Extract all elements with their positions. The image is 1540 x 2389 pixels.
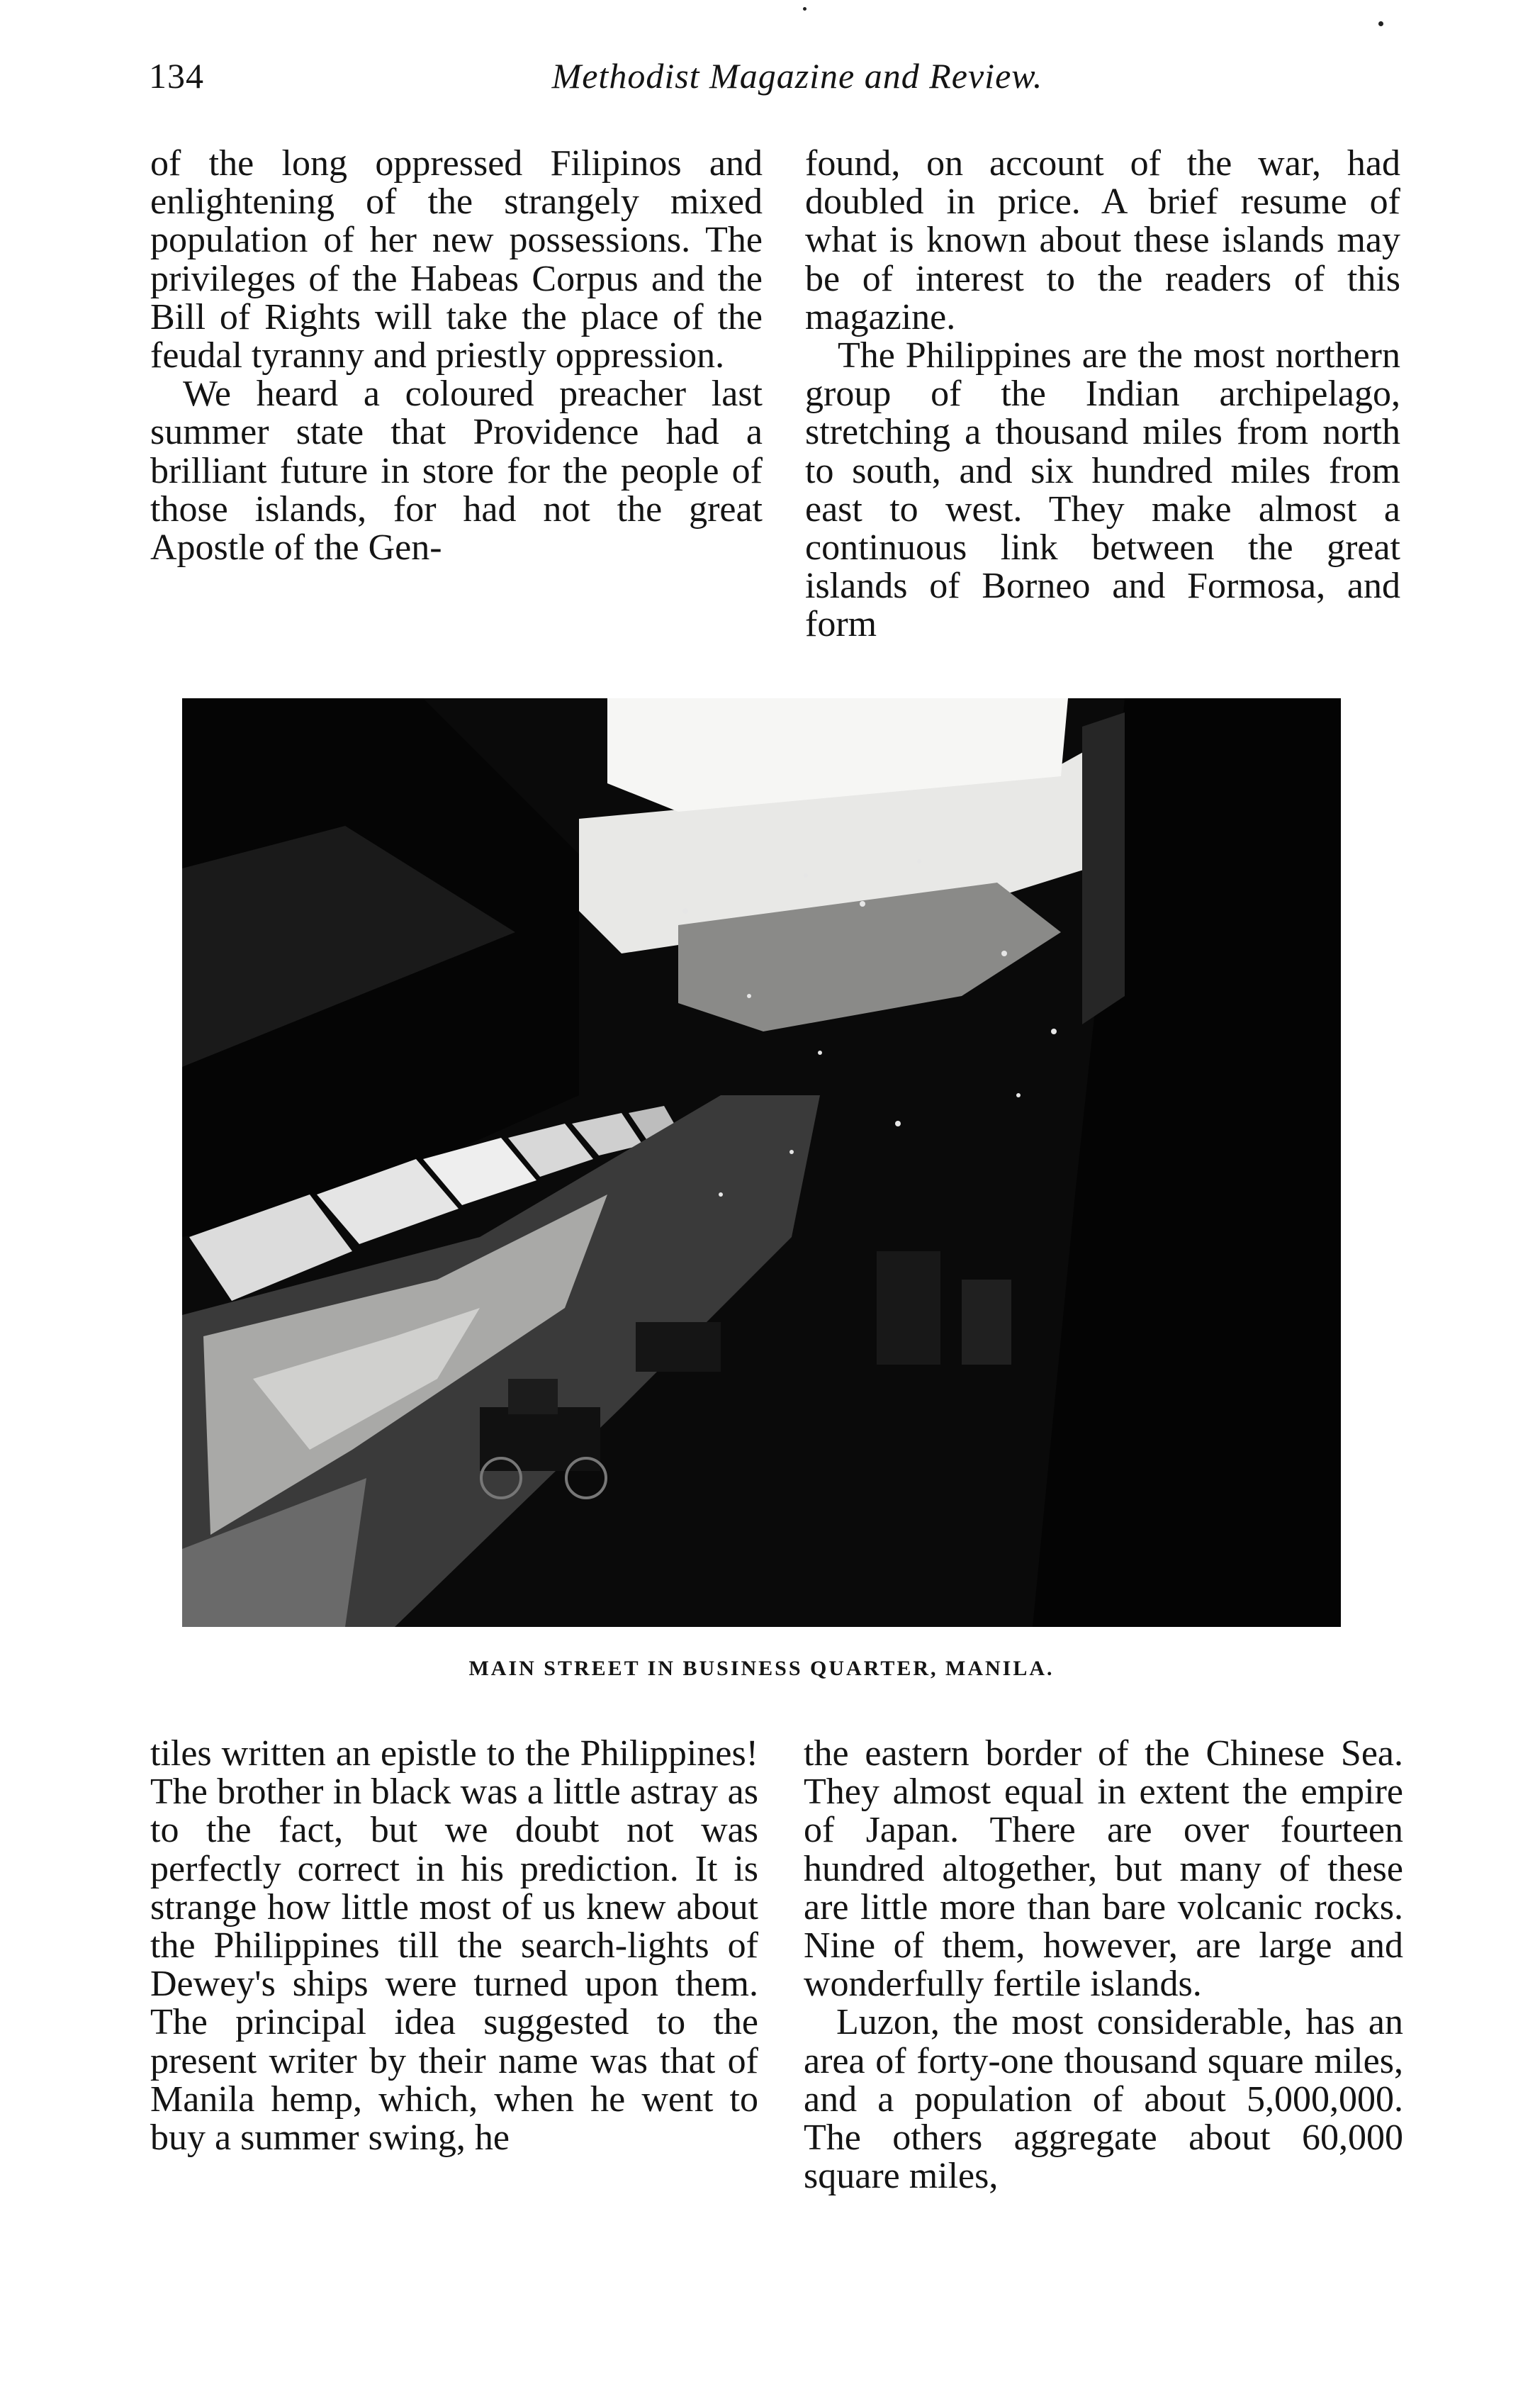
- running-title: Methodist Magazine and Review.: [551, 56, 1043, 96]
- paragraph: of the long oppressed Filipinos and enlightening of the strangely mixed population of her new possessions. The privileges of the Habeas Corpus and the Bill of Rights will take the place of the feudal tyranny and priestly oppression.: [150, 143, 763, 376]
- paragraph: The Philippines are the most northern group of the Indian archipelago, stretching a thousand miles from north to south, and six hundred miles from east to west. They make almost a continuous link between the great islands of Borneo and Formosa, and form: [805, 335, 1400, 645]
- paragraph: found, on account of the war, had doubled in price. A brief resume of what is known about these islands may be of interest to the readers of this magazine.: [805, 143, 1400, 337]
- paragraph: the eastern border of the Chinese Sea. They almost equal in extent the empire of Japan. There are over fourteen hundred altogether, but many of these are little more than bare volcanic rocks. Nine of them, however, are large and wonderfully fertile islands.: [804, 1733, 1403, 2005]
- page-number: 134: [149, 56, 204, 96]
- paragraph: We heard a coloured preacher last summer state that Providence had a brilliant future in store for the people of those islands, for had not the great Apostle of the Gen-: [150, 374, 763, 569]
- paragraph: tiles written an epistle to the Philippines! The brother in black was a little astray as to the fact, but we doubt not was perfectly correct in his prediction. It is strange how little most of us knew about the Philippines till the search-lights of Dewey's ships were turned upon them. The principal idea suggested to the present writer by their name was that of Manila hemp, which, when he went to buy a summer swing, he: [150, 1733, 758, 2159]
- ink-speck: [803, 7, 806, 11]
- photo-illustration: [182, 698, 1341, 1627]
- text-column-left-top: [150, 145, 763, 567]
- paragraph: Luzon, the most considerable, has an area of forty-one thousand square miles, and a population of about 5,000,000. The others aggregate about 60,000 square miles,: [804, 2002, 1403, 2197]
- ink-speck: [1378, 21, 1383, 26]
- figure-caption: MAIN STREET IN BUSINESS QUARTER, MANILA.: [468, 1657, 1055, 1680]
- text-column-right-top: [805, 145, 1400, 644]
- street-photograph: [182, 698, 1341, 1627]
- text-column-left-bottom: [150, 1735, 758, 2157]
- text-column-right-bottom: [804, 1735, 1403, 2195]
